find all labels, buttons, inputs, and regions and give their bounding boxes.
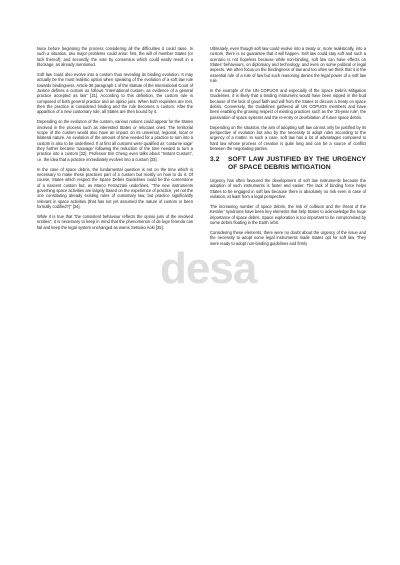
section-number: 3.2 bbox=[210, 155, 220, 163]
body-paragraph: Ultimately, even though soft law could evolve into a treaty or, more realistically, into a custom, there is no guarantee that it will happen. Soft law could stay soft and such a scenario is not hopeless because while non-binding, soft law can have effects on States’ behaviours, on diplomacy and technology, and even on some political or legal aspects. We often focus on the bindingness of law and too often we think that it is the essential role of a rule of law but such reasoning denies the legal power of a soft law rule. bbox=[210, 46, 366, 84]
watermark: desa bbox=[160, 244, 257, 293]
body-paragraph: Soft law could also evolve into a custom thus revealing its binding evolution. It may actually be the most realistic option when speaking of the evolution of a soft law rule towards bindingness. Article 38 paragraph 1 of the Statute of the International Court of Justice defines a custom as follows “international custom, as evidence of a general practice accepted as law” [31]. According to this definition, the custom rule is composed of both general practice and an opinio juris. When both requisites are met, then the practice is considered binding and the rule becomes a custom. After the apparition of a new customary rule, all States are then bound by it. bbox=[37, 71, 193, 115]
left-column bbox=[37, 46, 193, 235]
section-title: SOFT LAW JUSTIFIED BY THE URGENCY OF SPACE DEBRIS MITIGATION bbox=[228, 155, 366, 171]
body-paragraph: Depending on the situation, the aim of adopting soft law cannot only be justified by its perspective of evolution but also by the necessity to adopt rules according to the urgency of a matter. In such a case, soft law has a lot of advantages compared to hard law whose process of creation is quite long and can be a source of conflict between the negotiating parties. bbox=[210, 124, 366, 152]
body-paragraph: Depending on the evolution of the custom, various notions could appear for the States involved in the process such as interested States or reluctant ones. The territorial scope of the custom would also have an impact on its universal, regional, local or bilateral nature. An evolution of the amount of time needed for a practice to turn into a custom is also to be underlined. If at first all customs were qualified as ‘costume sage’ they further became ‘sauvage’ following the reduction of the time needed to turn a practice into a custom [32]. Professor Bin Cheng even talks about “Instant Custom”, i.e. the idea that a practice immediately evolves into a custom [33]. bbox=[37, 119, 193, 162]
body-paragraph: In the case of space debris, the fundamental question is not on the time which is necessary to make these practices part of a custom but mostly on how to do it. Of course, States which respect the Space Debris Guidelines could be the cornerstone of a nascent custom but, as Marco Ferrazzani underlines, “The new instruments governing space activities are largely based on the experience of practice, yet not the one constituting already existing rules of customary law, but practice significantly relevant in space activities (that has not yet assumed the nature of custom or been formally codified?)” [34]. bbox=[37, 166, 193, 210]
right-column bbox=[210, 46, 366, 251]
body-paragraph: The increasing number of space debris, the risk of collision and the threat of the Kessler’ syndrome have been key elements that help States to acknowledge the huge importance of space debris. Space exploration is too important to be compromised by some debris floating in the Earth orbit. bbox=[210, 203, 366, 225]
body-paragraph: Urgency has often favoured the development of soft law instruments because the adoption of such instruments is faster and easier. The lack of binding force helps States to be engaged in soft law because there is absolutely no risk even in case of violation, at least from a legal perspective. bbox=[210, 177, 366, 199]
body-paragraph: While it is true that “the consistent behaviour reflects the opinio juris of the involved entities”, it is necessary to keep in mind that the phenomenon of de lege ferenda can fail and keep the legal system unchanged as warns Setsuko Aoki [35]. bbox=[37, 214, 193, 230]
body-paragraph: twice before beginning the process considering all the difficulties it could raise. In such a situation, two major problems could arise: first, the will of member States (or lack thereof); and secondly, the vote by consensus which could easily result in a blockage, as already mentioned. bbox=[37, 46, 193, 68]
body-paragraph: In the example of the UN COPUOS and especially of the Space Debris Mitigation Guidelines, it is likely that a binding instrument would have been nipped in the bud because of the lack of good faith and will from the States to discuss a treaty on space debris. Conversely, the Guidelines gathered all UN COPUOS members and have been enabling the growing respect of existing practices such as the ‘25-year rule’, the passivation of space systems and the re-entry or deorbitation of future space debris. bbox=[210, 88, 366, 120]
section-heading bbox=[210, 156, 366, 172]
body-paragraph: Considering these elements, there were no doubt about the urgency of the issue and the necessity to adopt some legal instruments made States opt for soft law. They were ready to adopt non-binding guidelines and firmly bbox=[210, 229, 366, 246]
